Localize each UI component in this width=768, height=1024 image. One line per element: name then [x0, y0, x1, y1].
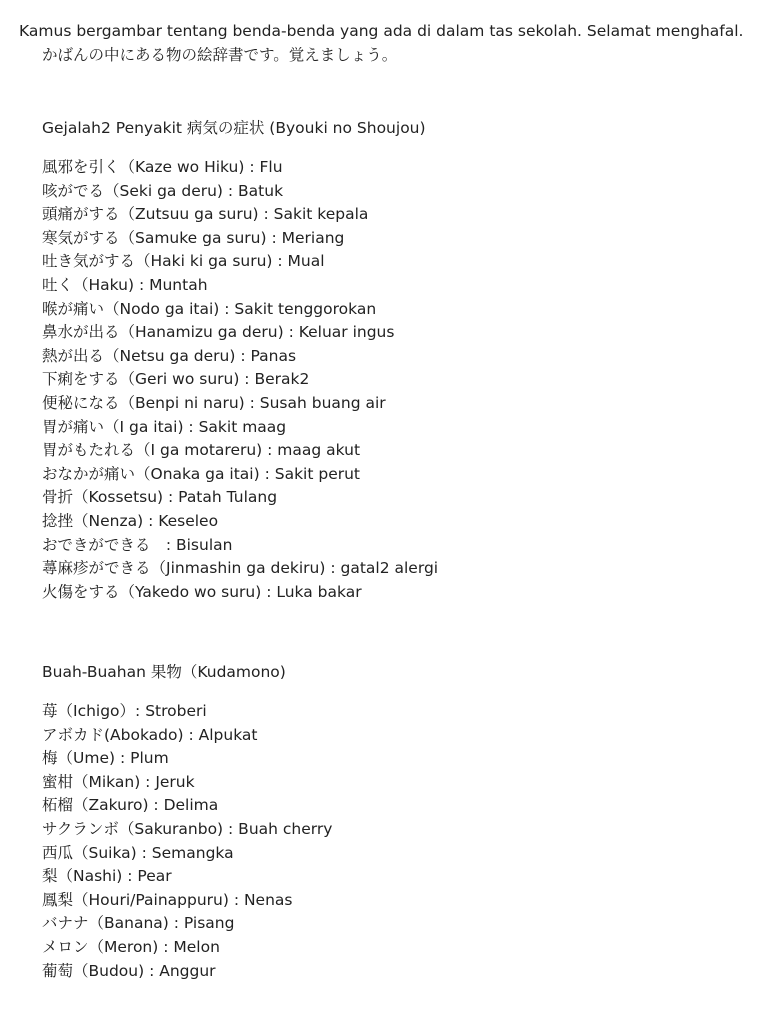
fruit-item: 苺（Ichigo）: Stroberi — [42, 702, 207, 720]
illness-item: おできができる : Bisulan — [42, 535, 233, 554]
illness-item: 吐き気がする（Haki ki ga suru) : Mual — [42, 252, 325, 271]
illness-section — [42, 117, 438, 604]
illness-item: 熱が出る（Netsu ga deru) : Panas — [42, 346, 297, 365]
illness-item: 吐く（Haku) : Muntah — [42, 275, 208, 294]
illness-item: 捻挫（Nenza) : Keseleo — [42, 511, 219, 530]
illness-item: 寒気がする（Samuke ga suru) : Meriang — [42, 228, 345, 247]
fruits-list — [42, 700, 332, 983]
illness-item: 蕁麻疹ができる（Jinmashin ga dekiru) : gatal2 alergi — [42, 559, 439, 578]
fruits-section — [42, 661, 332, 983]
fruit-item: アボカド(Abokado) : Alpukat — [42, 725, 258, 744]
fruit-item: 梨（Nashi) : Pear — [42, 867, 172, 886]
fruit-item: 蜜柑（Mikan) : Jeruk — [42, 772, 195, 791]
fruit-item: 西瓜（Suika) : Semangka — [42, 843, 234, 862]
illness-item: 咳がでる（Seki ga deru) : Batuk — [42, 181, 284, 200]
illness-list — [42, 156, 438, 604]
fruit-item: サクランボ（Sakuranbo) : Buah cherry — [42, 819, 333, 838]
illness-item: 下痢をする（Geri wo suru) : Berak2 — [42, 370, 310, 389]
fruits-section-title: Buah-Buahan 果物（Kudamono) — [42, 663, 286, 681]
illness-item: 便秘になる（Benpi ni naru) : Susah buang air — [42, 393, 386, 412]
illness-item: 胃が痛い（I ga itai) : Sakit maag — [42, 417, 287, 436]
illness-item: 火傷をする（Yakedo wo suru) : Luka bakar — [42, 582, 362, 601]
intro-text-japanese: かばんの中にある物の絵辞書です。覚えましょう。 — [42, 46, 398, 64]
intro-text: Kamus bergambar tentang benda-benda yang ada di dalam tas sekolah. Selamat menghafal. — [19, 22, 744, 40]
illness-item: 頭痛がする（Zutsuu ga suru) : Sakit kepala — [42, 205, 369, 224]
illness-item: 喉が痛い（Nodo ga itai) : Sakit tenggorokan — [42, 299, 377, 318]
illness-item: おなかが痛い（Onaka ga itai) : Sakit perut — [42, 464, 361, 483]
fruit-item: メロン（Meron) : Melon — [42, 937, 220, 956]
fruit-item: 葡萄（Budou) : Anggur — [42, 961, 216, 980]
illness-item: 骨折（Kossetsu) : Patah Tulang — [42, 488, 278, 507]
illness-item: 鼻水が出る（Hanamizu ga deru) : Keluar ingus — [42, 323, 395, 342]
fruit-item: バナナ（Banana) : Pisang — [42, 914, 235, 933]
illness-item: 胃がもたれる（I ga motareru) : maag akut — [42, 441, 361, 460]
fruit-item: 鳳梨（Houri/Painappuru) : Nenas — [42, 890, 293, 909]
illness-section-title: Gejalah2 Penyakit 病気の症状 (Byouki no Shoujou) — [42, 119, 426, 137]
fruit-item: 梅（Ume) : Plum — [42, 749, 169, 768]
illness-item: 風邪を引く（Kaze wo Hiku) : Flu — [42, 158, 283, 176]
fruit-item: 柘榴（Zakuro) : Delima — [42, 796, 219, 815]
